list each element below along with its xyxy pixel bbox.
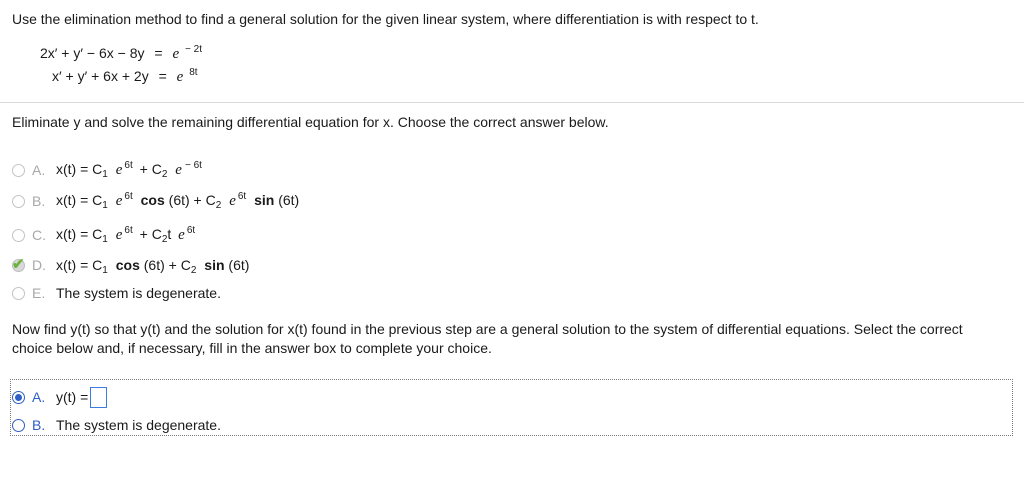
option-2a-text: y(t) = xyxy=(56,389,89,405)
system-equation-1 xyxy=(40,45,202,63)
option-e-text: The system is degenerate. xyxy=(56,285,221,301)
option-letter: B. xyxy=(32,193,46,209)
radio-button-selected[interactable] xyxy=(12,391,25,404)
eq1-lhs: 2x′ + y′ − 6x − 8y xyxy=(40,45,145,61)
option-letter: D. xyxy=(32,257,46,273)
radio-button[interactable] xyxy=(12,419,25,432)
eq1-rhs-exp: − 2t xyxy=(185,44,202,55)
option-letter: A. xyxy=(32,162,46,178)
option-c-math: $x(t) = C_1$ e $^{6t} + C_2t$ e $^{6t}$ xyxy=(56,225,196,245)
question-1: Eliminate y and solve the remaining differential equation for x. Choose the correct answer below. xyxy=(12,114,609,130)
option-2b-text: The system is degenerate. xyxy=(56,417,221,433)
option-2-b[interactable] xyxy=(12,414,221,436)
system-equation-2 xyxy=(52,68,198,86)
radio-button-checked[interactable] xyxy=(12,255,25,273)
problem-prompt: Use the elimination method to find a general solution for the given linear system, where differentiation is with respect to t. xyxy=(12,11,759,27)
radio-button[interactable] xyxy=(12,229,25,242)
eq2-rhs-exp: 8t xyxy=(189,67,198,78)
option-d-math: $x(t) = C_1$ $\cos (6t) + C_2$ sin (6t) xyxy=(56,257,250,276)
option-1-a[interactable] xyxy=(12,159,202,181)
option-letter: A. xyxy=(32,389,46,405)
eq2-rhs-base: e xyxy=(176,69,184,85)
radio-button[interactable] xyxy=(12,287,25,300)
option-2-a[interactable] xyxy=(12,386,107,408)
option-letter: E. xyxy=(32,285,46,301)
eq1-equals: = xyxy=(154,45,163,61)
option-b-math: $x(t) = C_1$ e $^{6t}$ $\cos (6t) + C_2$ e $^{6t}$ sin (6t) xyxy=(56,191,300,211)
radio-button[interactable] xyxy=(12,164,25,177)
answer-input-box[interactable] xyxy=(90,387,107,408)
option-1-b[interactable] xyxy=(12,190,299,212)
eq2-equals: = xyxy=(158,68,167,84)
section-divider xyxy=(0,102,1024,103)
radio-button[interactable] xyxy=(12,195,25,208)
checkmark-icon: ✔ xyxy=(12,255,25,273)
option-1-c[interactable] xyxy=(12,224,195,246)
option-letter: B. xyxy=(32,417,46,433)
option-a-math: $x(t) = C_1$ e $^{6t} + C_2$ e $^{- 6t}$ xyxy=(56,160,202,180)
option-letter: C. xyxy=(32,227,46,243)
question-2: Now find y(t) so that y(t) and the solution for x(t) found in the previous step are a general solution to the system of differential equations. Select the correct choice below and, if necessary, fill in the answer box to complete your choice. xyxy=(12,321,963,356)
option-1-e[interactable] xyxy=(12,282,221,304)
eq1-rhs-base: e xyxy=(172,46,180,62)
option-1-d[interactable] xyxy=(12,254,249,276)
eq2-lhs: x′ + y′ + 6x + 2y xyxy=(52,68,149,84)
